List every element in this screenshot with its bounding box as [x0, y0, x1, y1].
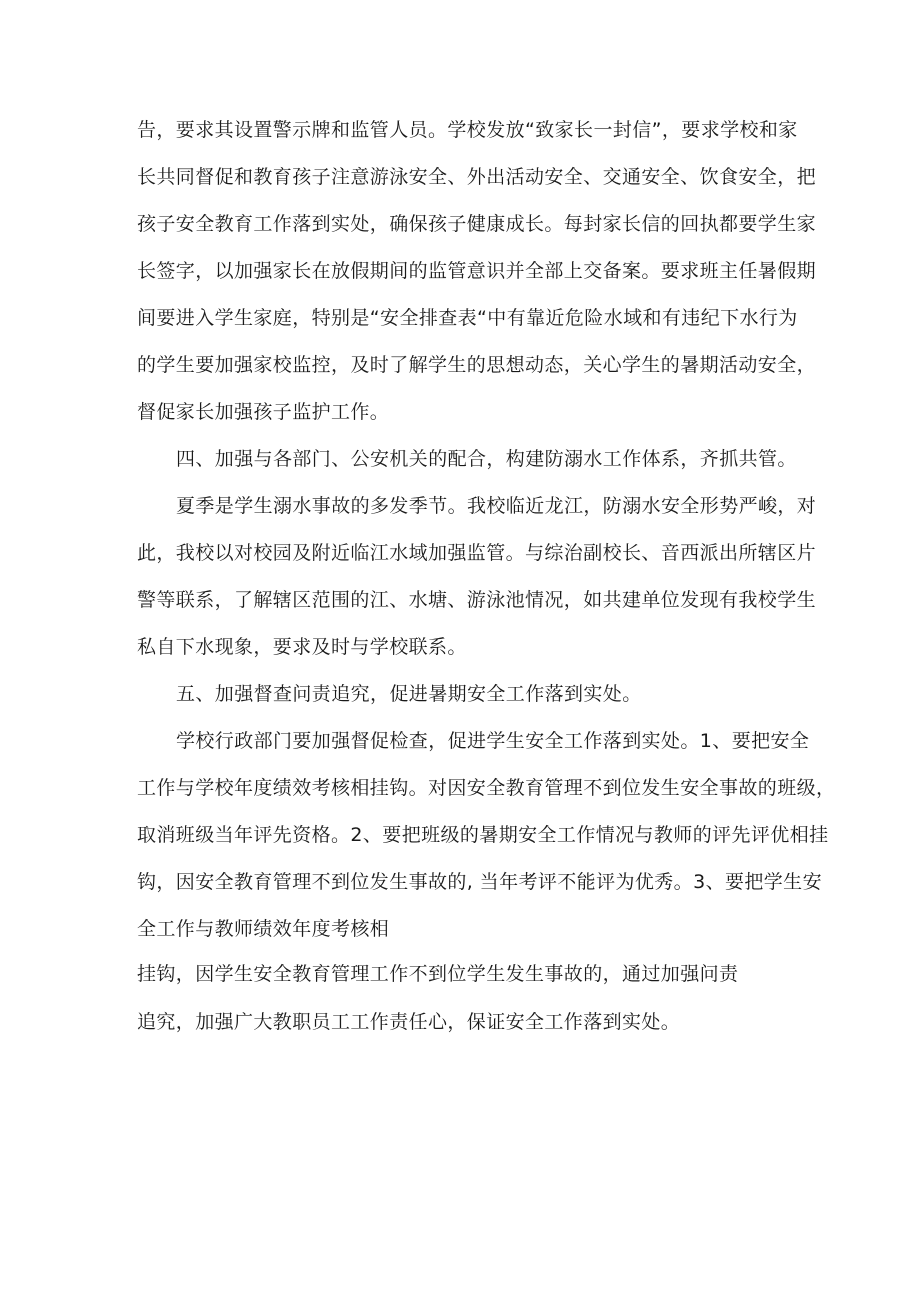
body-line: 告，要求其设置警示牌和监管人员。学校发放“致家长一封信”，要求学校和家: [137, 119, 798, 141]
body-line: 长共同督促和教育孩子注意游泳安全、外出活动安全、交通安全、饮食安全，把: [137, 166, 817, 188]
section-heading-5: 五、加强督查问责追究，促进暑期安全工作落到实处。: [176, 683, 642, 705]
body-line: 工作与学校年度绩效考核相挂钩。对因安全教育管理不到位发生安全事故的班级，: [137, 777, 836, 799]
body-line: 此，我校以对校园及附近临江水域加强监管。与综治副校长、音西派出所辖区片: [137, 542, 817, 564]
body-line: 的学生要加强家校监控，及时了解学生的思想动态，关心学生的暑期活动安全，: [137, 354, 817, 376]
body-line: 学校行政部门要加强督促检查，促进学生安全工作落到实处。1、要把安全: [176, 730, 810, 752]
body-line: 挂钩，因学生安全教育管理工作不到位学生发生事故的，通过加强问责: [137, 963, 739, 985]
body-line: 夏季是学生溺水事故的多发季节。我校临近龙江，防溺水安全形势严峻，对: [176, 495, 817, 517]
body-line: 督促家长加强孩子监护工作。: [137, 401, 390, 423]
body-line: 私自下水现象，要求及时与学校联系。: [137, 636, 467, 658]
body-line: 钩，因安全教育管理不到位发生事故的, 当年考评不能评为优秀。3、要把学生安: [137, 871, 822, 893]
body-line: 警等联系，了解辖区范围的江、水塘、游泳池情况，如共建单位发现有我校学生: [137, 589, 817, 611]
body-line: 取消班级当年评先资格。2、要把班级的暑期安全工作情况与教师的评先评优相挂: [137, 824, 829, 846]
body-line: 长签字，以加强家长在放假期间的监管意识并全部上交备案。要求班主任暑假期: [137, 260, 817, 282]
section-heading-4: 四、加强与各部门、公安机关的配合，构建防溺水工作体系，齐抓共管。: [176, 448, 797, 470]
body-line: 间要进入学生家庭，特别是“安全排查表“中有靠近危险水域和有违纪下水行为: [137, 307, 798, 329]
body-line: 全工作与教师绩效年度考核相: [137, 918, 390, 940]
body-line: 孩子安全教育工作落到实处，确保孩子健康成长。每封家长信的回执都要学生家: [137, 213, 817, 235]
body-line: 追究，加强广大教职员工工作责任心，保证安全工作落到实处。: [137, 1011, 681, 1033]
